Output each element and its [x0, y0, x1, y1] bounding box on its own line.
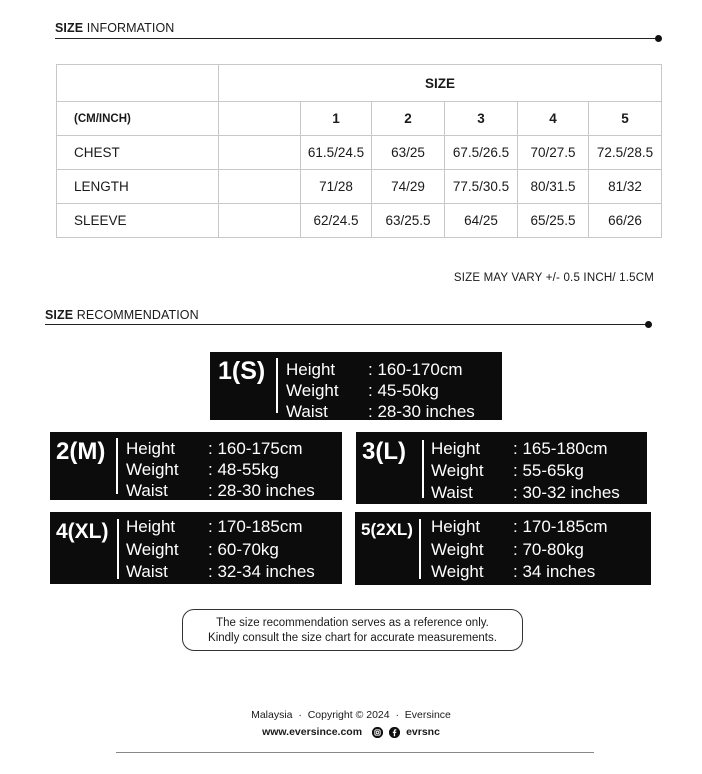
table-spacer-cell — [219, 204, 301, 238]
card-divider — [276, 358, 278, 413]
card-row — [126, 459, 315, 480]
row-key: Weight — [126, 539, 179, 559]
table-cell: 64/25 — [445, 204, 518, 238]
row-value: : 165-180cm — [513, 439, 608, 458]
row-value: : 28-30 inches — [208, 481, 315, 500]
card-divider — [116, 438, 118, 494]
size-badge: 5(2XL) — [361, 520, 413, 539]
row-key: Weight — [126, 460, 179, 479]
size-card-l — [356, 432, 647, 504]
website-link[interactable]: www.eversince.com — [262, 726, 363, 738]
facebook-icon[interactable] — [389, 727, 400, 738]
heading-rule-dot — [655, 35, 662, 42]
card-rows — [286, 359, 475, 422]
size-recommendation-notice — [182, 609, 523, 651]
table-row — [57, 136, 662, 170]
table-cell: 62/24.5 — [301, 204, 372, 238]
size-recommendation-heading — [45, 308, 199, 322]
heading-bold: SIZE — [55, 21, 84, 35]
card-rows — [431, 516, 608, 584]
instagram-icon[interactable] — [372, 727, 383, 738]
table-corner-cell — [57, 65, 219, 102]
card-row — [286, 401, 475, 422]
row-key: Waist — [286, 402, 328, 421]
card-row — [431, 460, 620, 482]
size-variance-note: SIZE MAY VARY +/- 0.5 INCH/ 1.5CM — [453, 272, 654, 284]
card-rows — [431, 438, 620, 504]
row-value: : 45-50kg — [368, 381, 439, 400]
footer-separator: · — [298, 709, 302, 721]
card-rows — [126, 516, 315, 584]
card-row — [126, 438, 315, 459]
row-key: Height — [431, 517, 481, 536]
table-cell: 61.5/24.5 — [301, 136, 372, 170]
row-key: Height — [431, 439, 481, 458]
row-value: : 70-80kg — [513, 539, 584, 559]
size-badge: 2(M) — [56, 438, 106, 465]
card-divider — [422, 440, 424, 498]
row-key: Waist — [126, 481, 168, 500]
table-cell: 65/25.5 — [518, 204, 589, 238]
row-label: CHEST — [57, 136, 219, 170]
size-badge: 1(S) — [218, 357, 266, 385]
footer-separator: · — [395, 709, 399, 721]
row-key: Waist — [126, 562, 168, 581]
footer-copyright — [0, 709, 702, 721]
row-value: : 170-185cm — [513, 517, 608, 536]
row-value: : 160-170cm — [368, 360, 463, 379]
row-value: : 34 inches — [513, 562, 596, 581]
table-cell: 72.5/28.5 — [589, 136, 662, 170]
size-column-header: 2 — [372, 102, 445, 136]
footer-links — [0, 726, 702, 738]
table-cell: 63/25 — [372, 136, 445, 170]
row-value: : 170-185cm — [208, 517, 303, 536]
row-label: LENGTH — [57, 170, 219, 204]
heading-bold: SIZE — [45, 308, 74, 322]
table-spacer-cell — [219, 136, 301, 170]
size-information-heading — [55, 21, 174, 35]
card-row — [126, 480, 315, 501]
social-handle[interactable]: evrsnc — [406, 726, 440, 738]
card-row — [431, 516, 608, 539]
table-cell: 80/31.5 — [518, 170, 589, 204]
heading-rule — [55, 38, 658, 39]
size-card-s — [210, 352, 502, 420]
table-cell: 67.5/26.5 — [445, 136, 518, 170]
card-row — [126, 516, 315, 539]
size-table — [56, 64, 662, 238]
row-value: : 60-70kg — [208, 539, 279, 559]
card-row — [431, 561, 608, 584]
heading-rest: INFORMATION — [83, 21, 175, 35]
size-column-header: 5 — [589, 102, 662, 136]
row-label: SLEEVE — [57, 204, 219, 238]
row-key: Waist — [431, 483, 473, 502]
card-rows — [126, 438, 315, 501]
card-row — [126, 561, 315, 584]
size-column-header: 1 — [301, 102, 372, 136]
table-cell: 81/32 — [589, 170, 662, 204]
row-key: Weight — [431, 562, 484, 581]
row-key: Weight — [431, 539, 484, 559]
card-divider — [419, 519, 421, 579]
heading-rest: RECOMMENDATION — [73, 308, 199, 322]
row-value: : 32-34 inches — [208, 562, 315, 581]
table-row — [57, 204, 662, 238]
table-row — [57, 170, 662, 204]
size-column-header: 3 — [445, 102, 518, 136]
card-row — [431, 438, 620, 460]
row-key: Height — [286, 360, 336, 379]
row-key: Weight — [286, 381, 339, 400]
footer-rule — [116, 752, 594, 753]
row-value: : 48-55kg — [208, 460, 279, 479]
footer-copyright-text: Copyright © 2024 — [307, 709, 390, 721]
row-key: Height — [126, 439, 176, 458]
row-value: : 55-65kg — [513, 461, 584, 480]
size-card-2xl — [355, 512, 651, 585]
footer-brand: Eversince — [404, 709, 451, 721]
size-badge: 4(XL) — [56, 520, 109, 543]
table-cell: 77.5/30.5 — [445, 170, 518, 204]
notice-line-1: The size recommendation serves as a reference only. — [216, 617, 489, 629]
row-value: : 28-30 inches — [368, 402, 475, 421]
size-badge: 3(L) — [362, 438, 406, 465]
table-spacer-cell — [219, 170, 301, 204]
notice-line-2: Kindly consult the size chart for accurate measurements. — [208, 631, 497, 644]
footer-country: Malaysia — [251, 709, 293, 721]
heading-rule-dot — [645, 321, 652, 328]
table-cell: 70/27.5 — [518, 136, 589, 170]
card-row — [431, 482, 620, 504]
table-cell: 74/29 — [372, 170, 445, 204]
size-header: SIZE — [219, 65, 662, 102]
card-row — [286, 359, 475, 380]
card-row — [126, 539, 315, 562]
table-cell: 71/28 — [301, 170, 372, 204]
size-column-header: 4 — [518, 102, 589, 136]
card-row — [431, 539, 608, 562]
row-value: : 160-175cm — [208, 439, 303, 458]
heading-rule — [45, 324, 648, 325]
table-spacer-cell — [219, 102, 301, 136]
card-divider — [117, 519, 119, 579]
units-label: (CM/INCH) — [57, 102, 219, 136]
row-key: Height — [126, 517, 176, 536]
size-card-xl — [50, 512, 342, 584]
size-card-m — [50, 432, 342, 500]
row-key: Weight — [431, 461, 484, 480]
table-cell: 63/25.5 — [372, 204, 445, 238]
row-value: : 30-32 inches — [513, 483, 620, 502]
card-row — [286, 380, 475, 401]
table-cell: 66/26 — [589, 204, 662, 238]
